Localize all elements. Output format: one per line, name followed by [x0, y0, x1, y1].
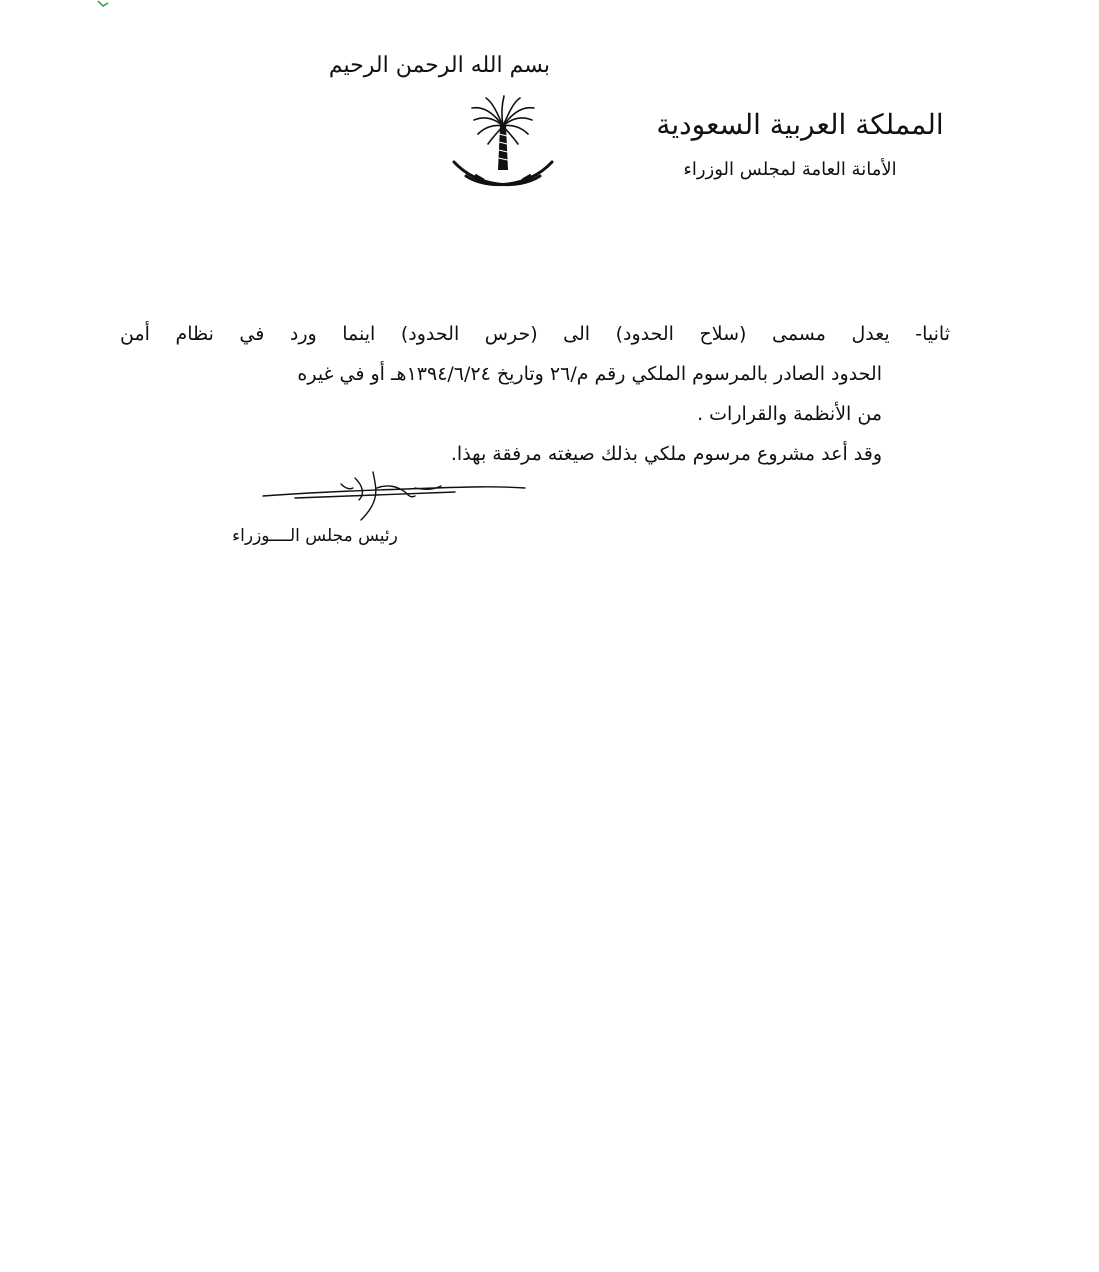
kingdom-name: المملكة العربية السعودية	[656, 108, 944, 141]
body-line-1: ثانيا- يعدل مسمى (سلاح الحدود) الى (حرس الحدود) اينما ورد في نظام أمن	[120, 323, 950, 345]
body-line-3: من الأنظمة والقرارات .	[697, 403, 882, 425]
document-body	[120, 314, 950, 474]
body-line-2: الحدود الصادر بالمرسوم الملكي رقم م/٢٦ وتاريخ ١٣٩٤/٦/٢٤هـ أو في غيره	[297, 363, 882, 385]
corner-mark-icon	[96, 0, 110, 8]
body-line-4: وقد أعد مشروع مرسوم ملكي بذلك صيغته مرفقة بهذا.	[450, 443, 882, 465]
basmala: بسم الله الرحمن الرحيم	[328, 53, 550, 78]
secretariat-name: الأمانة العامة لمجلس الوزراء	[683, 159, 897, 180]
saudi-emblem-icon	[448, 92, 558, 204]
letterhead	[640, 100, 960, 200]
signer-title: رئيس مجلس الــــوزراء	[232, 526, 398, 546]
